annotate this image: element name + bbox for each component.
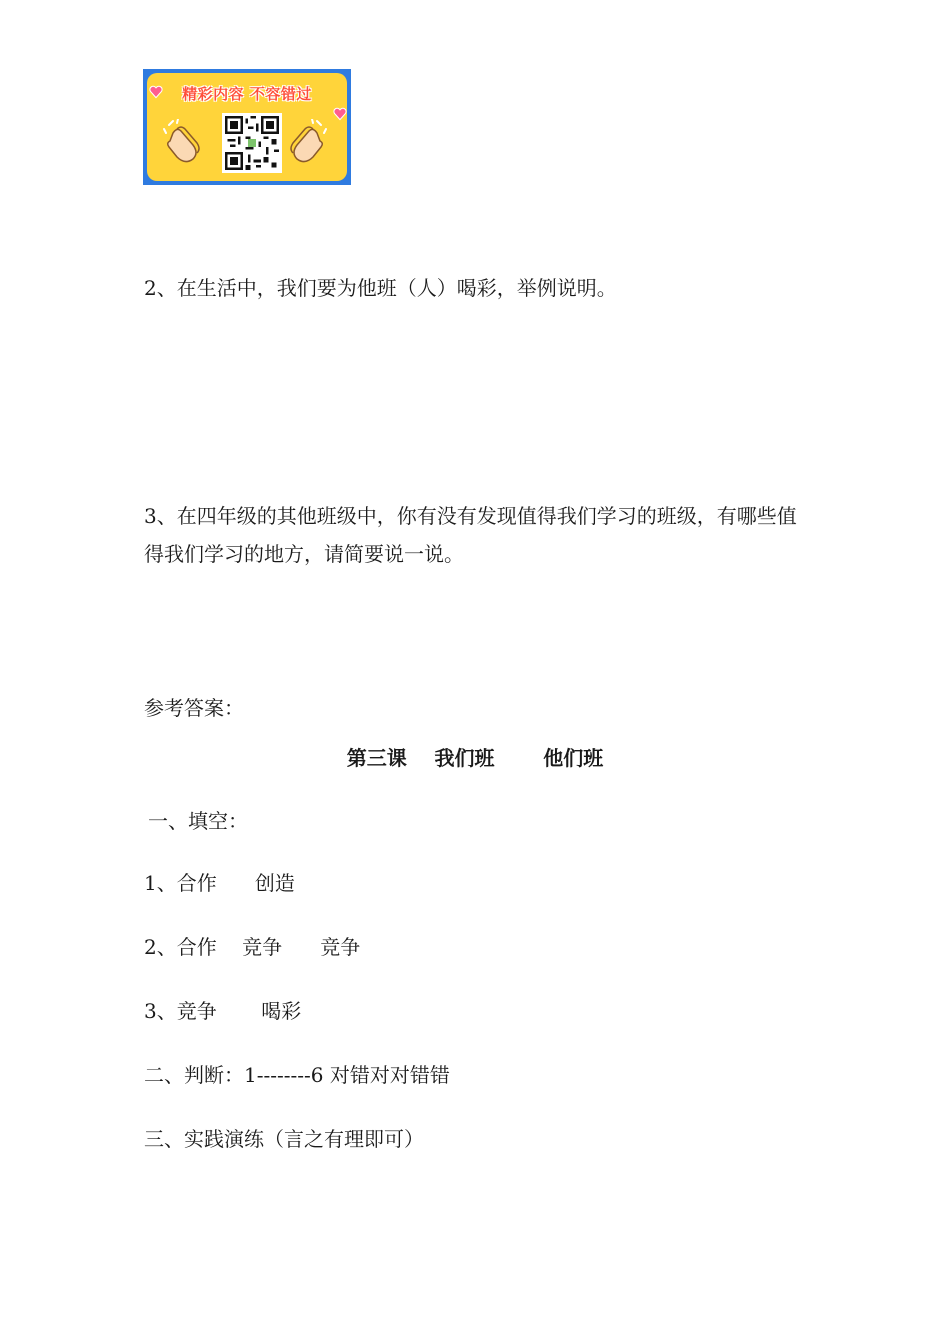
question-3: 3、在四年级的其他班级中，你有没有发现值得我们学习的班级，有哪些值得我们学习的地方，请简要说一说。 <box>144 504 797 566</box>
heart-icon <box>333 107 347 121</box>
clapping-hands-icon <box>287 119 327 163</box>
fill-answer-1: 1、合作 创造 <box>144 871 295 895</box>
section-practice: 三、实践演练（言之有理即可） <box>144 1127 424 1151</box>
heart-icon <box>149 85 163 99</box>
lesson-title: 第三课 我们班 他们班 <box>346 746 604 770</box>
section-judgement: 二、判断：1--------6 对错对对错错 <box>144 1063 450 1087</box>
section-fill-blank-label: 一、填空： <box>148 809 248 833</box>
fill-answer-3: 3、竞争 喝彩 <box>144 999 302 1023</box>
promo-banner[interactable] <box>143 69 351 185</box>
promo-banner-title: 精彩内容 不容错过 <box>182 85 312 103</box>
fill-answer-2: 2、合作 竞争 竞争 <box>144 935 361 959</box>
clapping-hands-icon <box>163 119 203 163</box>
answers-heading: 参考答案： <box>144 696 244 720</box>
question-2: 2、在生活中，我们要为他班（人）喝彩，举例说明。 <box>144 276 617 300</box>
promo-banner-inner <box>147 73 347 181</box>
qr-code-icon[interactable] <box>222 113 282 173</box>
